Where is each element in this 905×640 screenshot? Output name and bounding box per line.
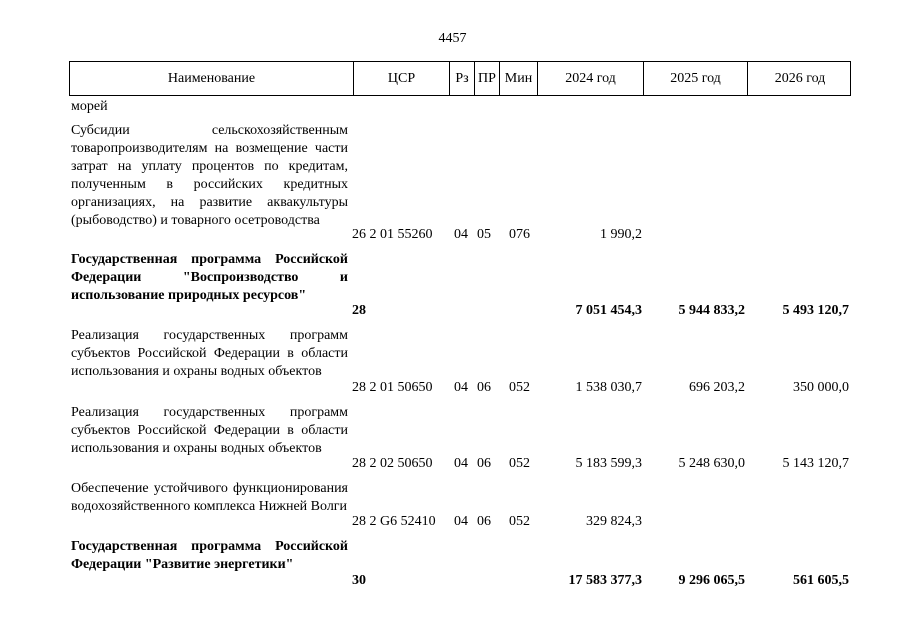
row-rz: 04 xyxy=(454,456,468,471)
row-2025: 5 248 630,0 xyxy=(678,456,745,471)
row-csr: 28 2 01 50650 xyxy=(352,380,433,395)
column-header-csr: ЦСР xyxy=(353,62,449,95)
row-min: 052 xyxy=(509,514,530,529)
row-2024: 1 990,2 xyxy=(600,227,642,242)
row-name: Реализация государственных программ субъектов Российской Федерации в области использования и охраны водных объектов xyxy=(71,405,348,456)
column-header-rz: Рз xyxy=(449,62,474,95)
column-header-name: Наименование xyxy=(167,70,256,86)
row-2025: 5 944 833,2 xyxy=(678,303,745,318)
row-rz: 04 xyxy=(454,227,468,242)
row-2024: 5 183 599,3 xyxy=(575,456,642,471)
row-name: Государственная программа Российской Федерации "Воспроизводство и использование природных ресурсов" xyxy=(71,252,348,303)
row-2025: 9 296 065,5 xyxy=(678,573,745,588)
row-name: Субсидии сельскохозяйственным товаропроизводителям на возмещение части затрат на уплату процентов по кредитам, полученным в российских кредитных организациях, на развитие аквакультуры (рыбоводство) и товарного осетроводства xyxy=(71,123,348,228)
row-2024: 7 051 454,3 xyxy=(575,303,642,318)
column-header-2026: 2026 год xyxy=(747,62,852,95)
row-2024: 17 583 377,3 xyxy=(568,573,642,588)
row-min: 052 xyxy=(509,456,530,471)
row-2025: 696 203,2 xyxy=(689,380,745,395)
row-2026: 5 143 120,7 xyxy=(782,456,849,471)
row-name: Реализация государственных программ субъектов Российской Федерации в области использования и охраны водных объектов xyxy=(71,328,348,379)
column-header-min: Мин xyxy=(499,62,537,95)
row-csr: 26 2 01 55260 xyxy=(352,227,433,242)
row-rz: 04 xyxy=(454,380,468,395)
row-min: 076 xyxy=(509,227,530,242)
row-csr: 28 2 G6 52410 xyxy=(352,514,436,529)
table-header xyxy=(69,61,851,96)
row-csr: 30 xyxy=(352,573,366,588)
row-csr: 28 2 02 50650 xyxy=(352,456,433,471)
row-csr: 28 xyxy=(352,303,366,318)
row-min: 052 xyxy=(509,380,530,395)
page-number: 4457 xyxy=(438,31,467,46)
row-pr: 06 xyxy=(477,380,491,395)
row-rz: 04 xyxy=(454,514,468,529)
row-2024: 329 824,3 xyxy=(586,514,642,529)
row-2026: 350 000,0 xyxy=(793,380,849,395)
row-pr: 06 xyxy=(477,514,491,529)
column-header-pr: ПР xyxy=(474,62,499,95)
row-2026: 561 605,5 xyxy=(793,573,849,588)
row-2024: 1 538 030,7 xyxy=(575,380,642,395)
column-header-2025: 2025 год xyxy=(643,62,747,95)
row-name: Обеспечение устойчивого функционирования водохозяйственного комплекса Нижней Волги xyxy=(71,481,348,514)
row-2026: 5 493 120,7 xyxy=(782,303,849,318)
row-pr: 05 xyxy=(477,227,491,242)
row-name: Государственная программа Российской Федерации "Развитие энергетики" xyxy=(71,539,348,572)
row-pr: 06 xyxy=(477,456,491,471)
continuation-text: морей xyxy=(71,99,108,114)
column-header-2024: 2024 год xyxy=(537,62,643,95)
